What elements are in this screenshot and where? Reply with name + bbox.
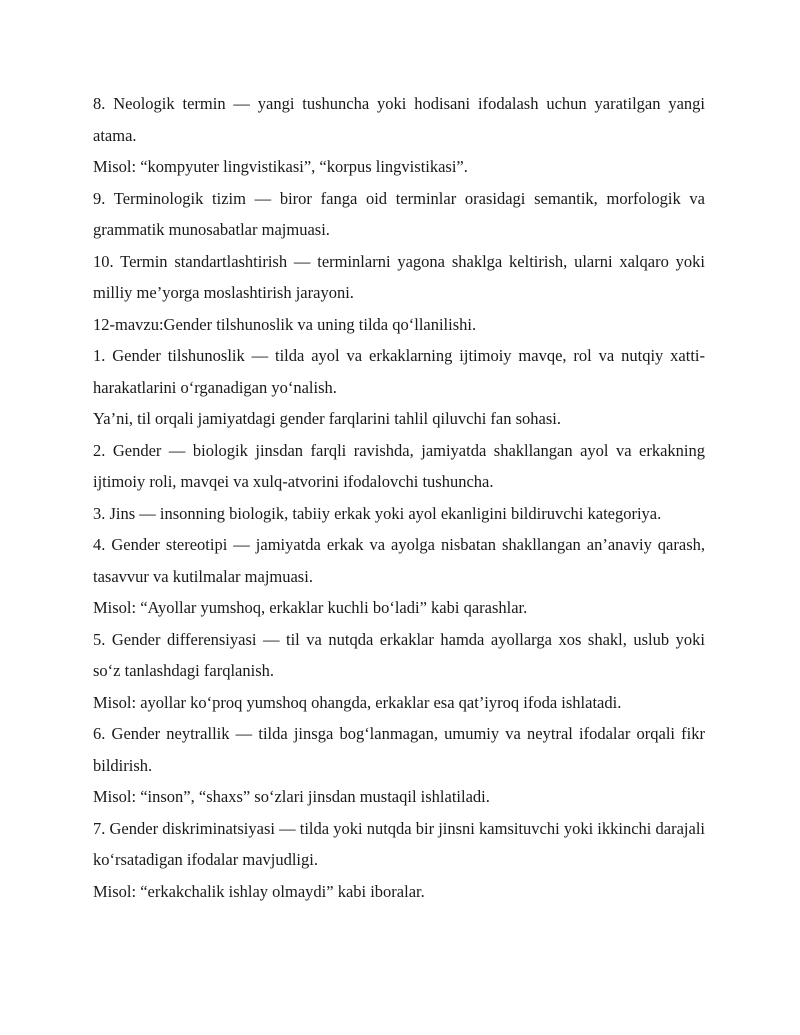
paragraph-example-neologik: Misol: “kompyuter lingvistikasi”, “korpus lingvistikasi”. [93, 157, 468, 176]
paragraph-example-neytrallik: Misol: “inson”, “shaxs” so‘zlari jinsdan mustaqil ishlatiladi. [93, 787, 490, 806]
paragraph-neologik-termin: 8. Neologik termin — yangi tushuncha yoki hodisani ifodalash uchun yaratilgan yangi atama. [93, 94, 705, 145]
paragraph-example-diskriminatsiyasi: Misol: “erkakchalik ishlay olmaydi” kabi iboralar. [93, 881, 425, 901]
section-heading-12-mavzu: 12-mavzu:Gender tilshunoslik va uning tilda qo‘llanilishi. [93, 314, 477, 334]
paragraph-gender-stereotipi: 4. Gender stereotipi — jamiyatda erkak va ayolga nisbatan shakllangan an’anaviy qarash, tasavvur va kutilmalar majmuasi. [93, 535, 705, 586]
paragraph-gender-tilshunoslik: 1. Gender tilshunoslik — tilda ayol va erkaklarning ijtimoiy mavqe, rol va nutqiy xatti-harakatlarini o‘rganadigan yo‘nalish. [93, 346, 705, 397]
paragraph-example-stereotipi: Misol: “Ayollar yumshoq, erkaklar kuchli bo‘ladi” kabi qarashlar. [93, 598, 528, 617]
document-page [93, 88, 705, 907]
paragraph-yani-explanation: Ya’ni, til orqali jamiyatdagi gender farqlarini tahlil qiluvchi fan sohasi. [93, 409, 562, 428]
paragraph-gender-diskriminatsiyasi: 7. Gender diskriminatsiyasi — tilda yoki nutqda bir jinsni kamsituvchi yoki ikkinchi darajali ko‘rsatadigan ifodalar mavjudligi. [93, 818, 705, 869]
paragraph-gender-neytrallik: 6. Gender neytrallik — tilda jinsga bog‘lanmagan, umumiy va neytral ifodalar orqali fikr bildirish. [93, 724, 705, 775]
paragraph-gender: 2. Gender — biologik jinsdan farqli ravishda, jamiyatda shakllangan ayol va erkakning ijtimoiy roli, mavqei va xulq-atvorini ifodalovchi tushuncha. [93, 440, 705, 491]
paragraph-jins: 3. Jins — insonning biologik, tabiiy erkak yoki ayol ekanligini bildiruvchi kategoriya. [93, 503, 662, 523]
paragraph-gender-differensiyasi: 5. Gender differensiyasi — til va nutqda erkaklar hamda ayollarga xos shakl, uslub yoki so‘z tanlashdagi farqlanish. [93, 629, 705, 680]
paragraph-terminologik-tizim: 9. Terminologik tizim — biror fanga oid terminlar orasidagi semantik, morfologik va grammatik munosabatlar majmuasi. [93, 188, 705, 239]
paragraph-example-differensiyasi: Misol: ayollar ko‘proq yumshoq ohangda, erkaklar esa qat’iyroq ifoda ishlatadi. [93, 692, 622, 712]
paragraph-termin-standartlashtirish: 10. Termin standartlashtirish — terminlarni yagona shaklga keltirish, ularni xalqaro yoki milliy me’yorga moslashtirish jarayoni. [93, 251, 705, 302]
